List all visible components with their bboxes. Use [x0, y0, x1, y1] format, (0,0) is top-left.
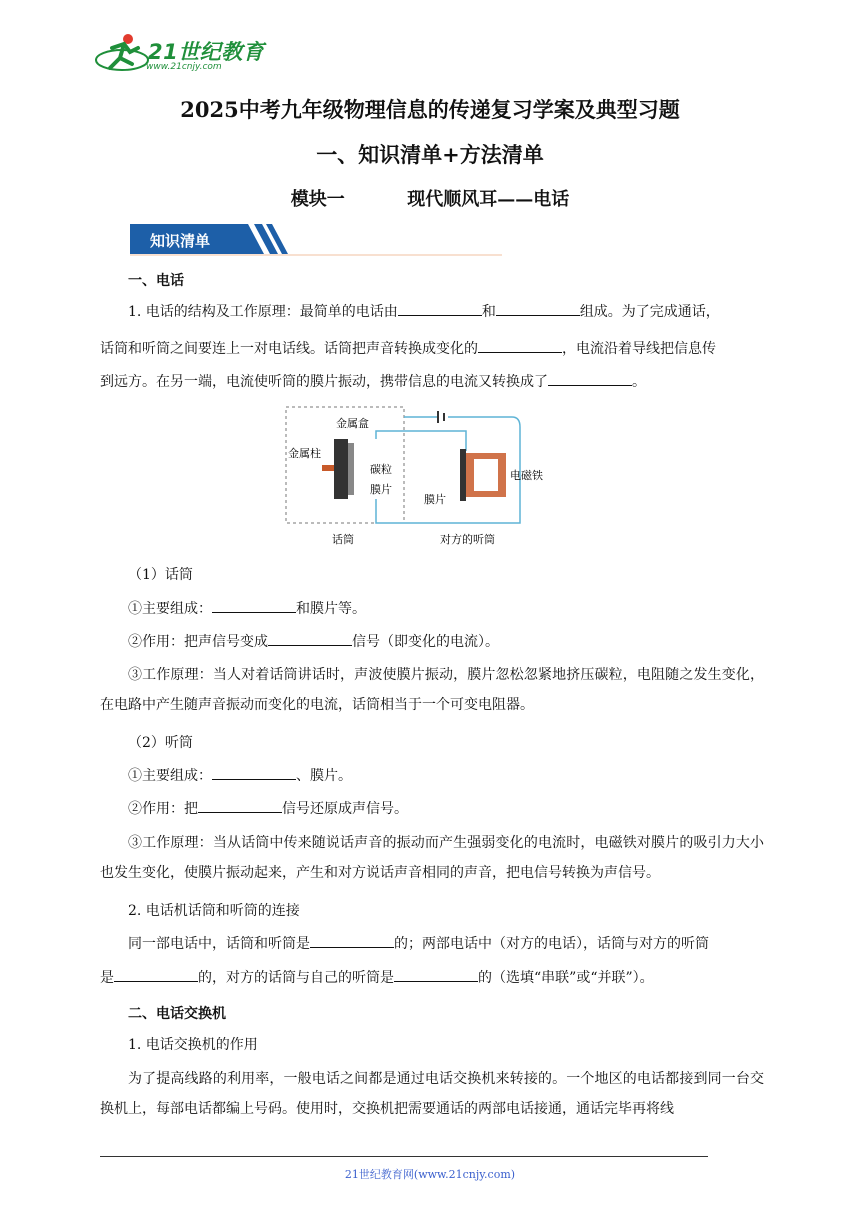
answer-blank — [394, 967, 478, 982]
answer-blank — [212, 598, 296, 613]
subheading: （1）话筒 — [128, 567, 193, 583]
document-subtitle: 一、知识清单+方法清单 — [316, 142, 544, 167]
caption-microphone: 话筒 — [332, 533, 354, 546]
paragraph: ③工作原理：当人对着话筒讲话时，声波使膜片振动，膜片忽松忽紧地挤压碳粒，电阻随之发生变化，在电路中产生随声音振动而变化的电流，话筒相当于一个可变电阻器。 — [100, 667, 764, 713]
subheading: 1. 电话交换机的作用 — [128, 1037, 258, 1053]
answer-blank — [114, 967, 198, 982]
logo-url: www.21cnjy.com — [146, 62, 222, 72]
section-heading: 一、电话 — [128, 273, 184, 289]
paragraph-line: ②作用：把声信号变成 信号（即变化的电流）。 — [128, 627, 499, 657]
answer-blank — [268, 631, 352, 646]
section-heading: 二、电话交换机 — [128, 1006, 226, 1022]
module-label: 模块一 — [290, 189, 345, 210]
paragraph-line: ①主要组成： 、膜片。 — [128, 761, 352, 791]
answer-blank — [548, 371, 632, 386]
answer-blank — [310, 933, 394, 948]
label-metal-post: 金属柱 — [288, 447, 321, 460]
paragraph-line: 1. 电话的结构及工作原理：最简单的电话由 和 组成。为了完成通话， — [128, 297, 720, 327]
document-title: 2025中考九年级物理信息的传递复习学案及典型习题 — [180, 97, 680, 122]
logo-text: 21世纪教育 — [148, 40, 265, 64]
answer-blank — [398, 301, 482, 316]
answer-blank — [212, 765, 296, 780]
label-carbon: 碳粒 — [370, 463, 392, 476]
answer-blank — [478, 338, 562, 353]
paragraph-line: 话筒和听筒之间要连上一对电话线。话筒把声音转换成变化的 ，电流沿着导线把信息传 — [100, 334, 716, 364]
subheading: 2. 电话机话筒和听筒的连接 — [128, 903, 300, 919]
paragraph-line: 同一部电话中，话筒和听筒是 的；两部电话中（对方的电话），话筒与对方的听筒 — [128, 929, 709, 959]
label-diaphragm-2: 膜片 — [424, 493, 446, 506]
label-electromagnet: 电磁铁 — [510, 469, 543, 482]
footer-text: 21世纪教育网(www.21cnjy.com) — [344, 1168, 516, 1181]
telephone-diagram — [276, 403, 543, 553]
label-diaphragm: 膜片 — [370, 483, 392, 496]
paragraph-line: 到远方。在另一端，电流使听筒的膜片振动，携带信息的电流又转换成了 。 — [100, 367, 646, 397]
paragraph: ③工作原理：当从话筒中传来随说话声音的振动而产生强弱变化的电流时，电磁铁对膜片的吸引力大小也发生变化，使膜片振动起来，产生和对方说话声音相同的声音，把电信号转换为声信号。 — [100, 835, 764, 881]
paragraph: 为了提高线路的利用率，一般电话之间都是通过电话交换机来转接的。一个地区的电话都接到同一台交换机上，每部电话都编上号码。使用时，交换机把需要通话的两部电话接通，通话完毕再将线 — [100, 1071, 764, 1117]
module-name: 现代顺风耳——电话 — [407, 189, 570, 210]
paragraph-line: 是 的，对方的话筒与自己的听筒是 的（选填“串联”或“并联”）。 — [100, 963, 654, 993]
answer-blank — [496, 301, 580, 316]
caption-receiver: 对方的听筒 — [440, 533, 495, 546]
label-metal-box: 金属盒 — [336, 417, 369, 430]
banner-label: 知识清单 — [150, 232, 211, 250]
module-heading — [0, 185, 860, 211]
footer-divider — [100, 1156, 708, 1157]
subheading: （2）听筒 — [128, 735, 193, 751]
paragraph-line: ①主要组成： 和膜片等。 — [128, 594, 366, 624]
paragraph-line: ②作用：把 信号还原成声信号。 — [128, 794, 408, 824]
answer-blank — [198, 798, 282, 813]
